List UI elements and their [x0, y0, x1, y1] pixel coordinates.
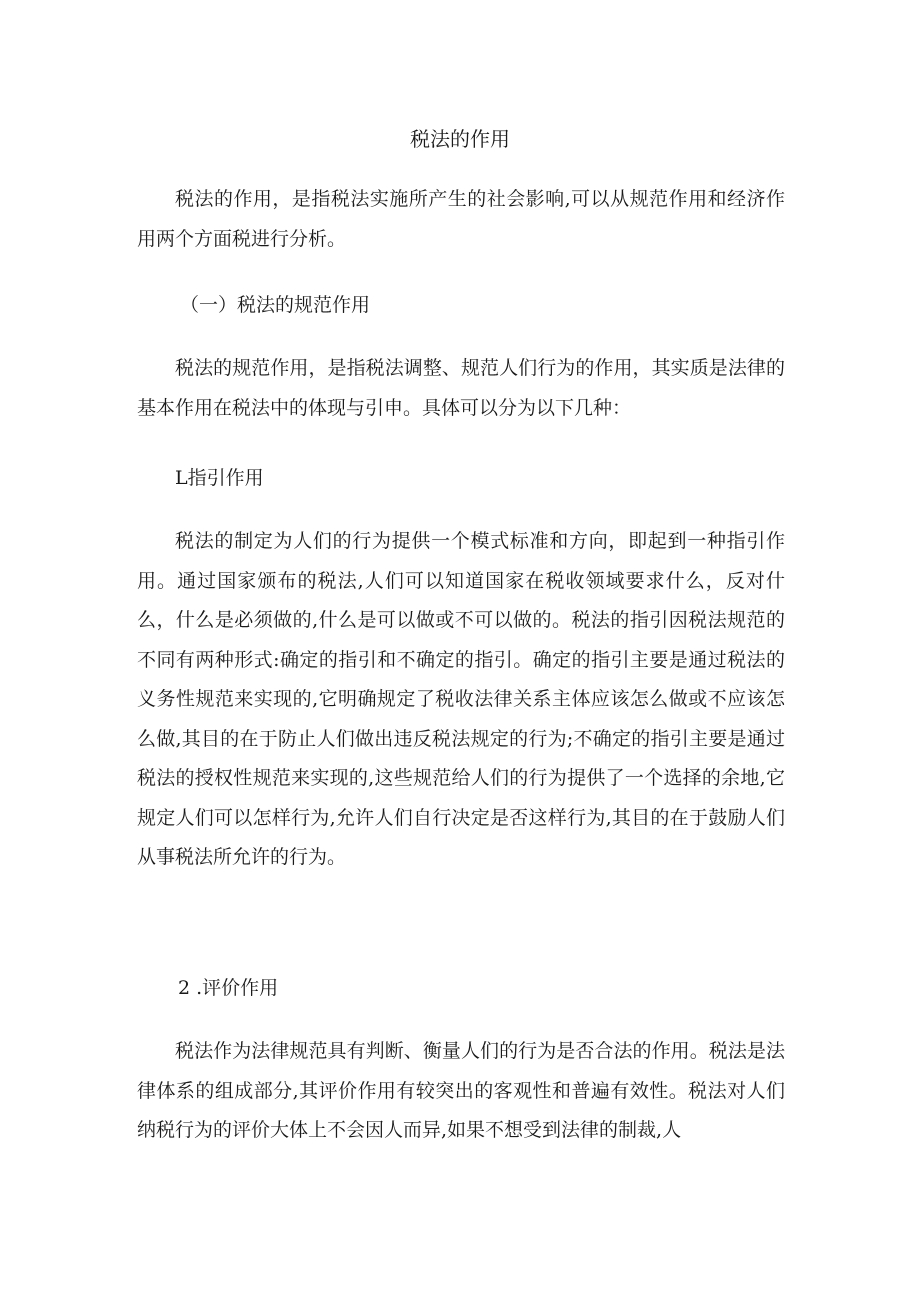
item-heading-guidance: L指引作用	[175, 467, 264, 489]
intro-paragraph: 税法的作用，是指税法实施所产生的社会影响,可以从规范作用和经济作用两个方面税进行分析。	[137, 188, 785, 250]
document-title: 税法的作用	[410, 127, 510, 151]
item-paragraph-guidance: 税法的制定为人们的行为提供一个模式标准和方向，即起到一种指引作用。通过国家颁布的税法,人们可以知道国家在税收领域要求什么，反对什么，什么是必须做的,什么是可以做或不可以做的。税法的指引因税法规范的不同有两种形式:确定的指引和不确定的指引。确定的指引主要是通过税法的义务性规范来实现的,它明确规定了税收法律关系主体应该怎么做或不应该怎么做,其目的在于防止人们做出违反税法规定的行为;不确定的指引主要是通过税法的授权性规范来实现的,这些规范给人们的行为提供了一个选择的余地,它规定人们可以怎样行为,允许人们自行决定是否这样行为,其目的在于鼓励人们从事税法所允许的行为。	[137, 530, 785, 868]
item-heading-evaluation: 2 .评价作用	[178, 977, 279, 999]
item-paragraph-evaluation: 税法作为法律规范具有判断、衡量人们的行为是否合法的作用。税法是法律体系的组成部分,其评价作用有较突出的客观性和普遍有效性。税法对人们纳税行为的评价大体上不会因人而异,如果不想受到法律的制裁,人	[137, 1040, 785, 1141]
section-paragraph-normative: 税法的规范作用，是指税法调整、规范人们行为的作用，其实质是法律的基本作用在税法中的体现与引申。具体可以分为以下几种：	[137, 357, 785, 419]
section-heading-normative: （一）税法的规范作用	[180, 294, 371, 316]
